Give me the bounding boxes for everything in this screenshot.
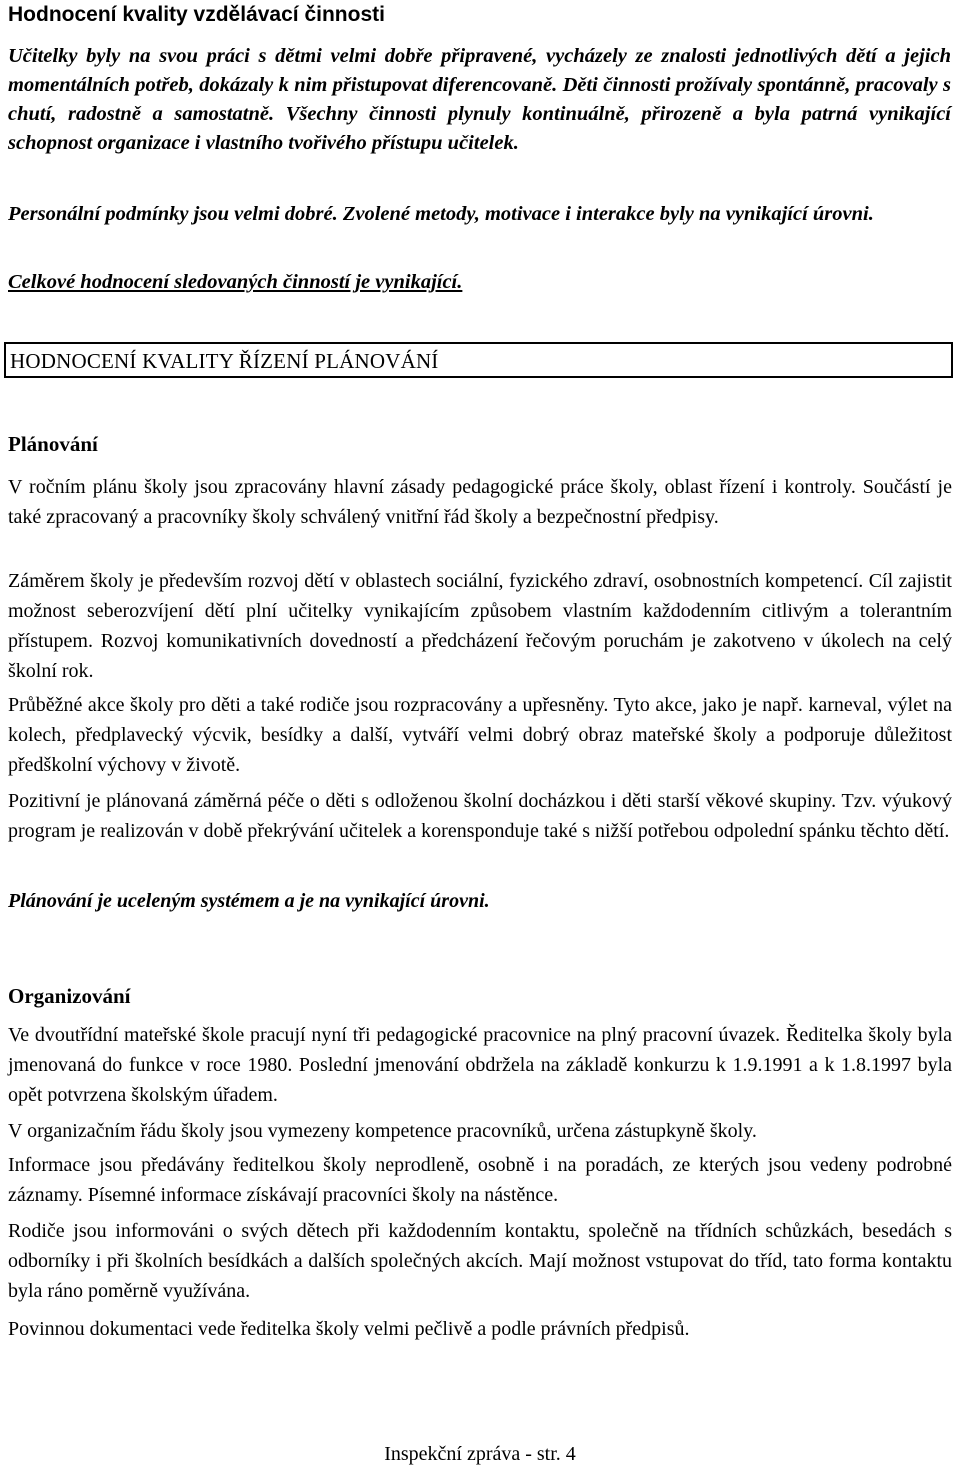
organizing-paragraph-3: Informace jsou předávány ředitelkou školy neprodleně, osobně i na poradách, ze kterých jsou vedeny podrobné záznamy. Písemné informace získávají pracovníci školy na nástěnce. [8, 1154, 952, 1206]
evaluation-paragraph-1: Učitelky byly na svou práci s dětmi velmi dobře připravené, vycházely ze znalosti jednotlivých dětí a jejich momentálních potřeb, dokázaly k nim přistupovat diferencovaně. Děti činnosti prožívaly spontánně, pracovaly s chutí, radostně a samostatně. Všechny činnosti plynuly kontinuálně, přirozeně a byla patrná vynikající schopnost organizace i vlastního tvořivého přístupu učitelek. [8, 45, 951, 154]
boxed-section-heading [4, 342, 953, 378]
planning-paragraph-2: Záměrem školy je především rozvoj dětí v oblastech sociální, fyzického zdraví, osobnostních kompetencí. Cíl zajistit možnost seberozvíjení dětí plní učitelky vynikajícím způsobem vlastním každodenním citlivým a tolerantním přístupem. Rozvoj komunikativních dovedností a předcházení řečovým poruchám je zakotveno v úkolech na celý školní rok. [8, 570, 952, 682]
planning-paragraph-3: Průběžné akce školy pro děti a také rodiče jsou rozpracovány a upřesněny. Tyto akce, jako je např. karneval, výlet na kolech, předplavecký výcvik, besídky a další, vytváří velmi dobrý obraz mateřské školy a podporuje důležitost předškolní výchovy v životě. [8, 694, 952, 776]
planning-paragraph-4: Pozitivní je plánovaná záměrná péče o děti s odloženou školní docházkou i děti starší věkové skupiny. Tzv. výukový program je realizován v době překrývání učitelek a korensponduje také s nižší potřebou odpolední spánku těchto dětí. [8, 790, 952, 842]
organizing-paragraph-4: Rodiče jsou informováni o svých dětech při každodenním kontaktu, společně na třídních schůzkách, besedách s odborníky i při školních besídkách a dalších společných akcích. Mají možnost vstupovat do tříd, tato forma kontaktu byla ráno poměrně využívána. [8, 1220, 952, 1302]
organizing-paragraph-1: Ve dvoutřídní mateřské škole pracují nyní tři pedagogické pracovnice na plný pracovní úvazek. Ředitelka školy byla jmenovaná do funkce v roce 1980. Poslední jmenování obdržela na základě konkurzu k 1.9.1991 a k 1.8.1997 byla opět potvrzena školským úřadem. [8, 1024, 952, 1106]
evaluation-summary: Celkové hodnocení sledovaných činností je vynikající. [8, 271, 463, 293]
planning-conclusion: Plánování je uceleným systémem a je na vynikající úrovni. [8, 890, 490, 912]
organizing-title: Organizování [8, 984, 131, 1008]
section-heading: Hodnocení kvality vzdělávací činnosti [8, 3, 385, 26]
page-footer: Inspekční zpráva - str. 4 [384, 1443, 576, 1465]
planning-paragraph-1: V ročním plánu školy jsou zpracovány hlavní zásady pedagogické práce školy, oblast řízení i kontroly. Součástí je také zpracovaný a pracovníky školy schválený vnitřní řád školy a bezpečnostní předpisy. [8, 476, 952, 528]
organizing-paragraph-5: Povinnou dokumentaci vede ředitelka školy velmi pečlivě a podle právních předpisů. [8, 1318, 690, 1340]
organizing-paragraph-2: V organizačním řádu školy jsou vymezeny kompetence pracovníků, určena zástupkyně školy. [8, 1120, 757, 1142]
evaluation-paragraph-2: Personální podmínky jsou velmi dobré. Zvolené metody, motivace i interakce byly na vynikající úrovni. [8, 203, 874, 225]
boxed-section-heading-text: HODNOCENÍ KVALITY ŘÍZENÍ PLÁNOVÁNÍ [10, 349, 439, 373]
planning-title: Plánování [8, 432, 98, 456]
